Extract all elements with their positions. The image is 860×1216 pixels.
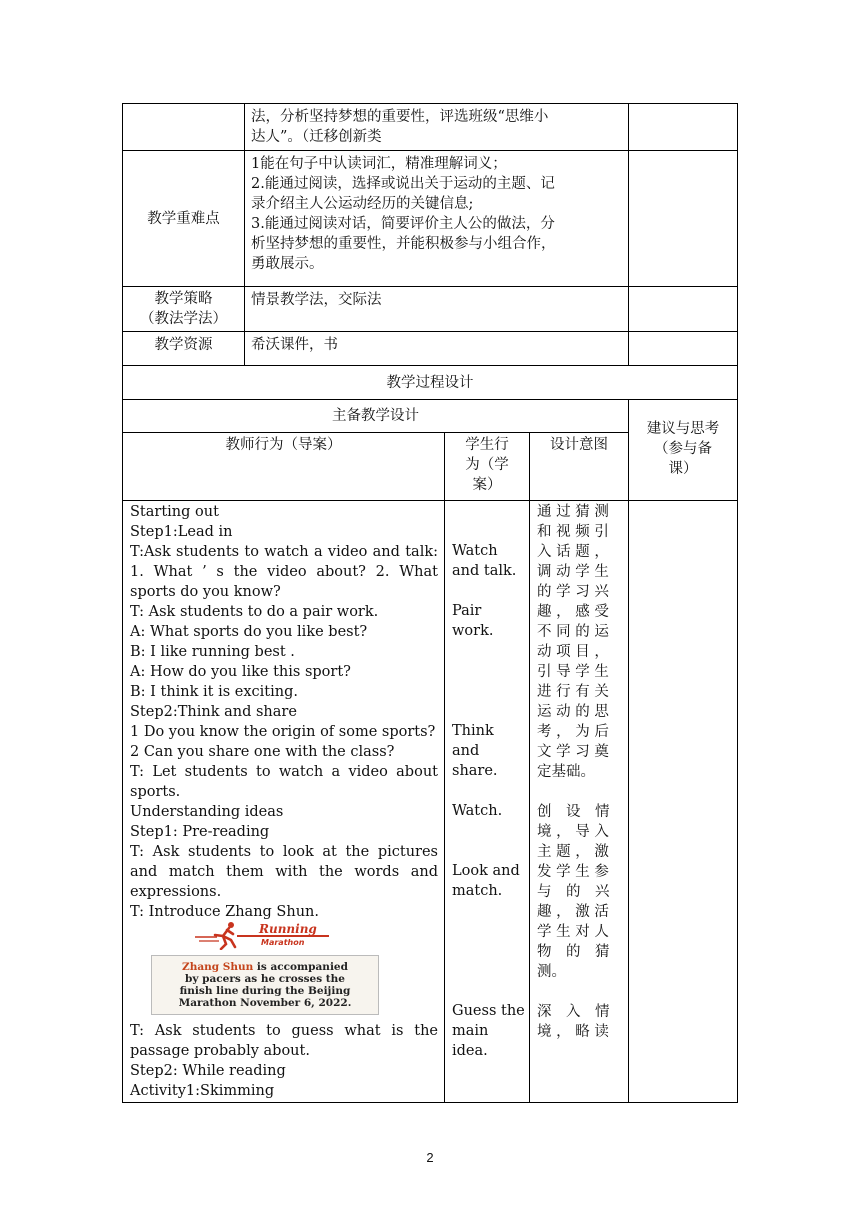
intent-line: 趣 ， 激 活 [537, 904, 609, 920]
difficulty-line: 录介绍主人公运动经历的关键信息; [251, 196, 474, 212]
intent-lines [537, 502, 624, 1042]
intent-line: 深 入 情 [537, 1004, 610, 1020]
intent-line: 和 视 频 引 [537, 524, 609, 540]
student-block: Think and share. [452, 723, 498, 779]
suggestion-cell [628, 500, 738, 1103]
row-top-line: 达人”。（迁移创新类 [251, 129, 382, 145]
main-design-title: 主备教学设计 [122, 399, 628, 432]
teacher-line: Step1: Pre-reading [130, 824, 270, 840]
student-block: Watch and talk. [452, 543, 517, 579]
strategy-notes [628, 286, 738, 331]
student-block: Guess the main idea. [452, 1003, 525, 1059]
intent-line: 创 设 情 [537, 804, 610, 820]
page-number: 2 [426, 1150, 434, 1165]
teacher-line: Step2:Think and share [130, 704, 297, 720]
intent-line: 境 ， 导 入 [537, 824, 609, 840]
intent-line: 不 同 的 运 [537, 624, 609, 640]
teacher-line: Understanding ideas [130, 804, 284, 820]
teacher-line: B: I think it is exciting. [130, 684, 298, 700]
intent-line: 测。 [537, 964, 566, 980]
intent-line: 动 项 目 ， [537, 644, 609, 660]
row-top-label [122, 103, 244, 150]
teacher-line: A: How do you like this sport? [130, 664, 351, 680]
difficulties-label: 教学重难点 [122, 150, 244, 286]
column-header-intent: 设计意图 [529, 432, 628, 500]
caption-text: Marathon November 6, 2022. [178, 997, 352, 1009]
intent-line: 趣 ， 感 受 [537, 604, 609, 620]
intent-line: 进 行 有 关 [537, 684, 609, 700]
teacher-line: T: Introduce Zhang Shun. [130, 904, 319, 920]
intent-line: 主 题 ， 激 [537, 844, 609, 860]
caption-name: Zhang Shun [182, 961, 254, 973]
strategy-value: 情景教学法，交际法 [244, 286, 628, 331]
process-title: 教学过程设计 [122, 365, 738, 399]
teacher-line: Step1:Lead in [130, 524, 233, 540]
teacher-line: T: Ask students to do a pair work. [130, 604, 379, 620]
difficulty-line: 1能在句子中认读词汇，精准理解词义； [251, 156, 507, 172]
intent-line: 引 导 学 生 [537, 664, 609, 680]
difficulty-line: 析坚持梦想的重要性，并能积极参与小组合作， [251, 236, 556, 252]
intent-line: 的 学 习 兴 [537, 584, 609, 600]
difficulties-notes [628, 150, 738, 286]
resources-label: 教学资源 [122, 331, 244, 365]
teacher-line: T: Let students to watch a video about sports. [130, 764, 438, 800]
teacher-line: T:Ask students to watch a video and talk: 1. What ’ s the video about? 2. What sports do you know? [130, 544, 438, 600]
column-header-student: 学生行 为（学 案） [444, 432, 529, 500]
logo-title: Running [259, 922, 317, 936]
row-top-line: 法，分析坚持梦想的重要性，评选班级“思维小 [251, 109, 549, 125]
difficulty-line: 勇敢展示。 [251, 256, 324, 272]
runner-icon [195, 922, 235, 949]
difficulties-content [244, 150, 628, 286]
row-top-content [244, 103, 628, 150]
resources-notes [628, 331, 738, 365]
teacher-line: 1 Do you know the origin of some sports? [130, 724, 436, 740]
teacher-line: 2 Can you share one with the class? [130, 744, 395, 760]
student-activity-cell [444, 500, 529, 1103]
student-block: Watch. [452, 803, 503, 819]
intent-line: 物 的 猜 [537, 944, 610, 960]
strategy-label: 教学策略 （教法学法） [122, 286, 244, 331]
teacher-line: T: Ask students to guess what is the passage probably about. [130, 1023, 438, 1059]
intent-line: 定基础。 [537, 764, 595, 780]
teacher-line: Activity1:Skimming [130, 1083, 275, 1099]
teacher-line: A: What sports do you like best? [130, 624, 368, 640]
intent-line: 考 ， 为 后 [537, 724, 609, 740]
caption-text: by pacers as he crosses the [185, 973, 345, 985]
intent-spacer [537, 982, 624, 1002]
row-top-notes [628, 103, 738, 150]
intent-line: 调 动 学 生 [537, 564, 609, 580]
suggestion-header: 建议与思考 （参与备 课） [628, 399, 738, 500]
intent-line: 与 的 兴 [537, 884, 610, 900]
intent-line: 境 ， 略 读 [537, 1024, 609, 1040]
teacher-line: T: Ask students to look at the pictures and match them with the words and expressions. [130, 844, 438, 900]
intent-line: 通 过 猜 测 [537, 504, 609, 520]
difficulty-line: 3.能通过阅读对话，简要评价主人公的做法，分 [251, 216, 555, 232]
difficulty-line: 2.能通过阅读，选择或说出关于运动的主题、记 [251, 176, 555, 192]
teacher-line: Step2: While reading [130, 1063, 286, 1079]
teacher-line: Starting out [130, 504, 219, 520]
running-marathon-logo [193, 920, 333, 950]
intent-spacer [537, 782, 624, 802]
teacher-line: B: I like running best . [130, 644, 295, 660]
caption-text: finish line during the Beijing [179, 985, 351, 997]
design-intent-cell [529, 500, 628, 1103]
intent-line: 文 学 习 奠 [537, 744, 609, 760]
photo-caption [151, 955, 379, 1015]
resources-value: 希沃课件，书 [244, 331, 628, 365]
column-header-teacher: 教师行为（导案） [122, 432, 444, 500]
intent-line: 发 学 生 参 [537, 864, 609, 880]
caption-text: is accompanied [253, 961, 348, 973]
intent-line: 学 生 对 人 [537, 924, 609, 940]
student-block: Look and match. [452, 863, 520, 899]
intent-line: 入 话 题 ， [537, 544, 609, 560]
logo-subtitle: Marathon [261, 938, 305, 947]
intent-line: 运 动 的 思 [537, 704, 609, 720]
student-block: Pair work. [452, 603, 494, 639]
